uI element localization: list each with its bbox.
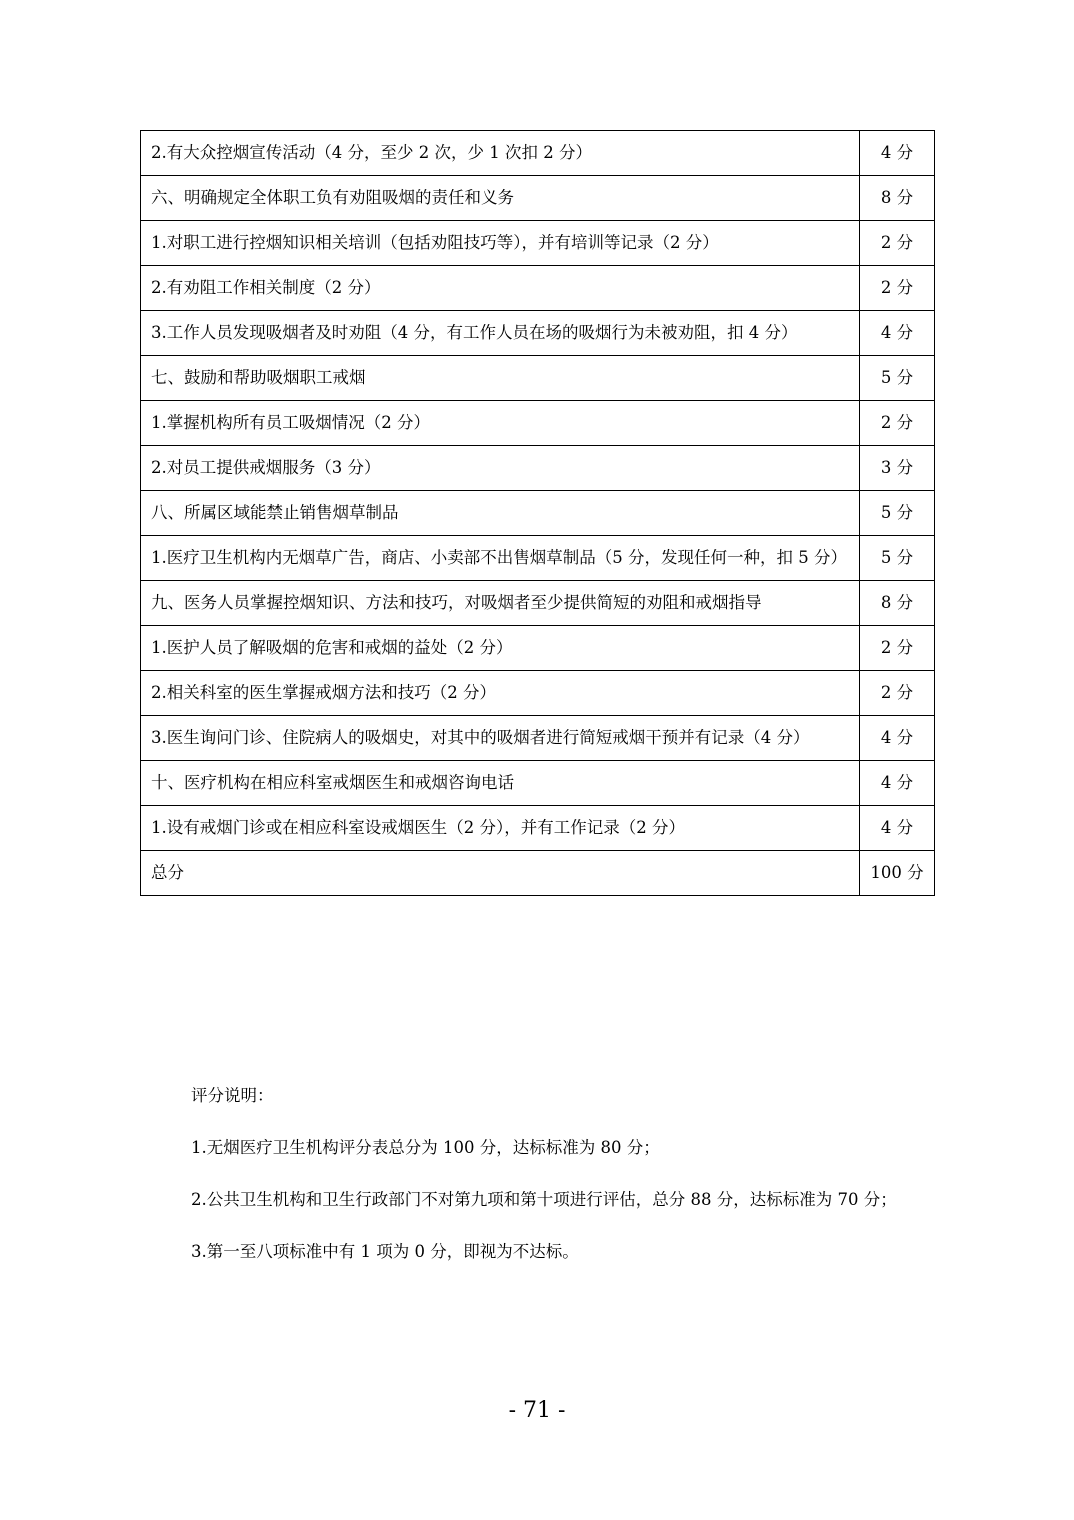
item-cell: 3.工作人员发现吸烟者及时劝阻（4 分，有工作人员在场的吸烟行为未被劝阻，扣 4 分） [141, 311, 860, 356]
total-row [141, 851, 935, 896]
table-row [141, 446, 935, 491]
item-cell: 八、所属区域能禁止销售烟草制品 [141, 491, 860, 536]
item-cell: 1.设有戒烟门诊或在相应科室设戒烟医生（2 分），并有工作记录（2 分） [141, 806, 860, 851]
item-cell: 1.医护人员了解吸烟的危害和戒烟的益处（2 分） [141, 626, 860, 671]
score-cell: 8 分 [860, 176, 935, 221]
score-cell: 3 分 [860, 446, 935, 491]
score-cell: 2 分 [860, 626, 935, 671]
total-score: 100 分 [860, 851, 935, 896]
table-row [141, 671, 935, 716]
score-cell: 5 分 [860, 491, 935, 536]
score-cell: 4 分 [860, 131, 935, 176]
scoring-notes [163, 1070, 913, 1278]
score-cell: 5 分 [860, 536, 935, 581]
notes-heading: 评分说明： [191, 1086, 274, 1105]
total-label: 总分 [141, 851, 860, 896]
table-row [141, 626, 935, 671]
item-cell: 十、医疗机构在相应科室戒烟医生和戒烟咨询电话 [141, 761, 860, 806]
table-row [141, 716, 935, 761]
table-row [141, 176, 935, 221]
table-row [141, 401, 935, 446]
note-item: 2.公共卫生机构和卫生行政部门不对第九项和第十项进行评估，总分 88 分，达标标准为 70 分； [191, 1190, 897, 1209]
note-item: 3.第一至八项标准中有 1 项为 0 分，即视为不达标。 [191, 1242, 579, 1261]
page-number: - 71 - [508, 1398, 566, 1423]
score-cell: 4 分 [860, 716, 935, 761]
table-row [141, 266, 935, 311]
score-cell: 4 分 [860, 806, 935, 851]
table-row [141, 311, 935, 356]
item-cell: 1.对职工进行控烟知识相关培训（包括劝阻技巧等），并有培训等记录（2 分） [141, 221, 860, 266]
item-cell: 2.有大众控烟宣传活动（4 分，至少 2 次，少 1 次扣 2 分） [141, 131, 860, 176]
item-cell: 2.有劝阻工作相关制度（2 分） [141, 266, 860, 311]
table-row [141, 356, 935, 401]
score-cell: 8 分 [860, 581, 935, 626]
scoring-table [140, 130, 935, 896]
item-cell: 1.掌握机构所有员工吸烟情况（2 分） [141, 401, 860, 446]
score-cell: 2 分 [860, 671, 935, 716]
item-cell: 六、明确规定全体职工负有劝阻吸烟的责任和义务 [141, 176, 860, 221]
table-row [141, 536, 935, 581]
table-row [141, 806, 935, 851]
item-cell: 2.对员工提供戒烟服务（3 分） [141, 446, 860, 491]
score-cell: 4 分 [860, 761, 935, 806]
score-cell: 4 分 [860, 311, 935, 356]
item-cell: 3.医生询问门诊、住院病人的吸烟史，对其中的吸烟者进行简短戒烟干预并有记录（4 分） [141, 716, 860, 761]
item-cell: 七、鼓励和帮助吸烟职工戒烟 [141, 356, 860, 401]
table-row [141, 491, 935, 536]
score-cell: 2 分 [860, 221, 935, 266]
score-cell: 2 分 [860, 266, 935, 311]
score-cell: 2 分 [860, 401, 935, 446]
note-item: 1.无烟医疗卫生机构评分表总分为 100 分，达标标准为 80 分； [191, 1138, 660, 1157]
score-cell: 5 分 [860, 356, 935, 401]
item-cell: 2.相关科室的医生掌握戒烟方法和技巧（2 分） [141, 671, 860, 716]
table-row [141, 221, 935, 266]
table-row [141, 131, 935, 176]
table-row [141, 581, 935, 626]
item-cell: 九、医务人员掌握控烟知识、方法和技巧，对吸烟者至少提供简短的劝阻和戒烟指导 [141, 581, 860, 626]
table-row [141, 761, 935, 806]
item-cell: 1.医疗卫生机构内无烟草广告，商店、小卖部不出售烟草制品（5 分，发现任何一种，扣 5 分） [141, 536, 860, 581]
